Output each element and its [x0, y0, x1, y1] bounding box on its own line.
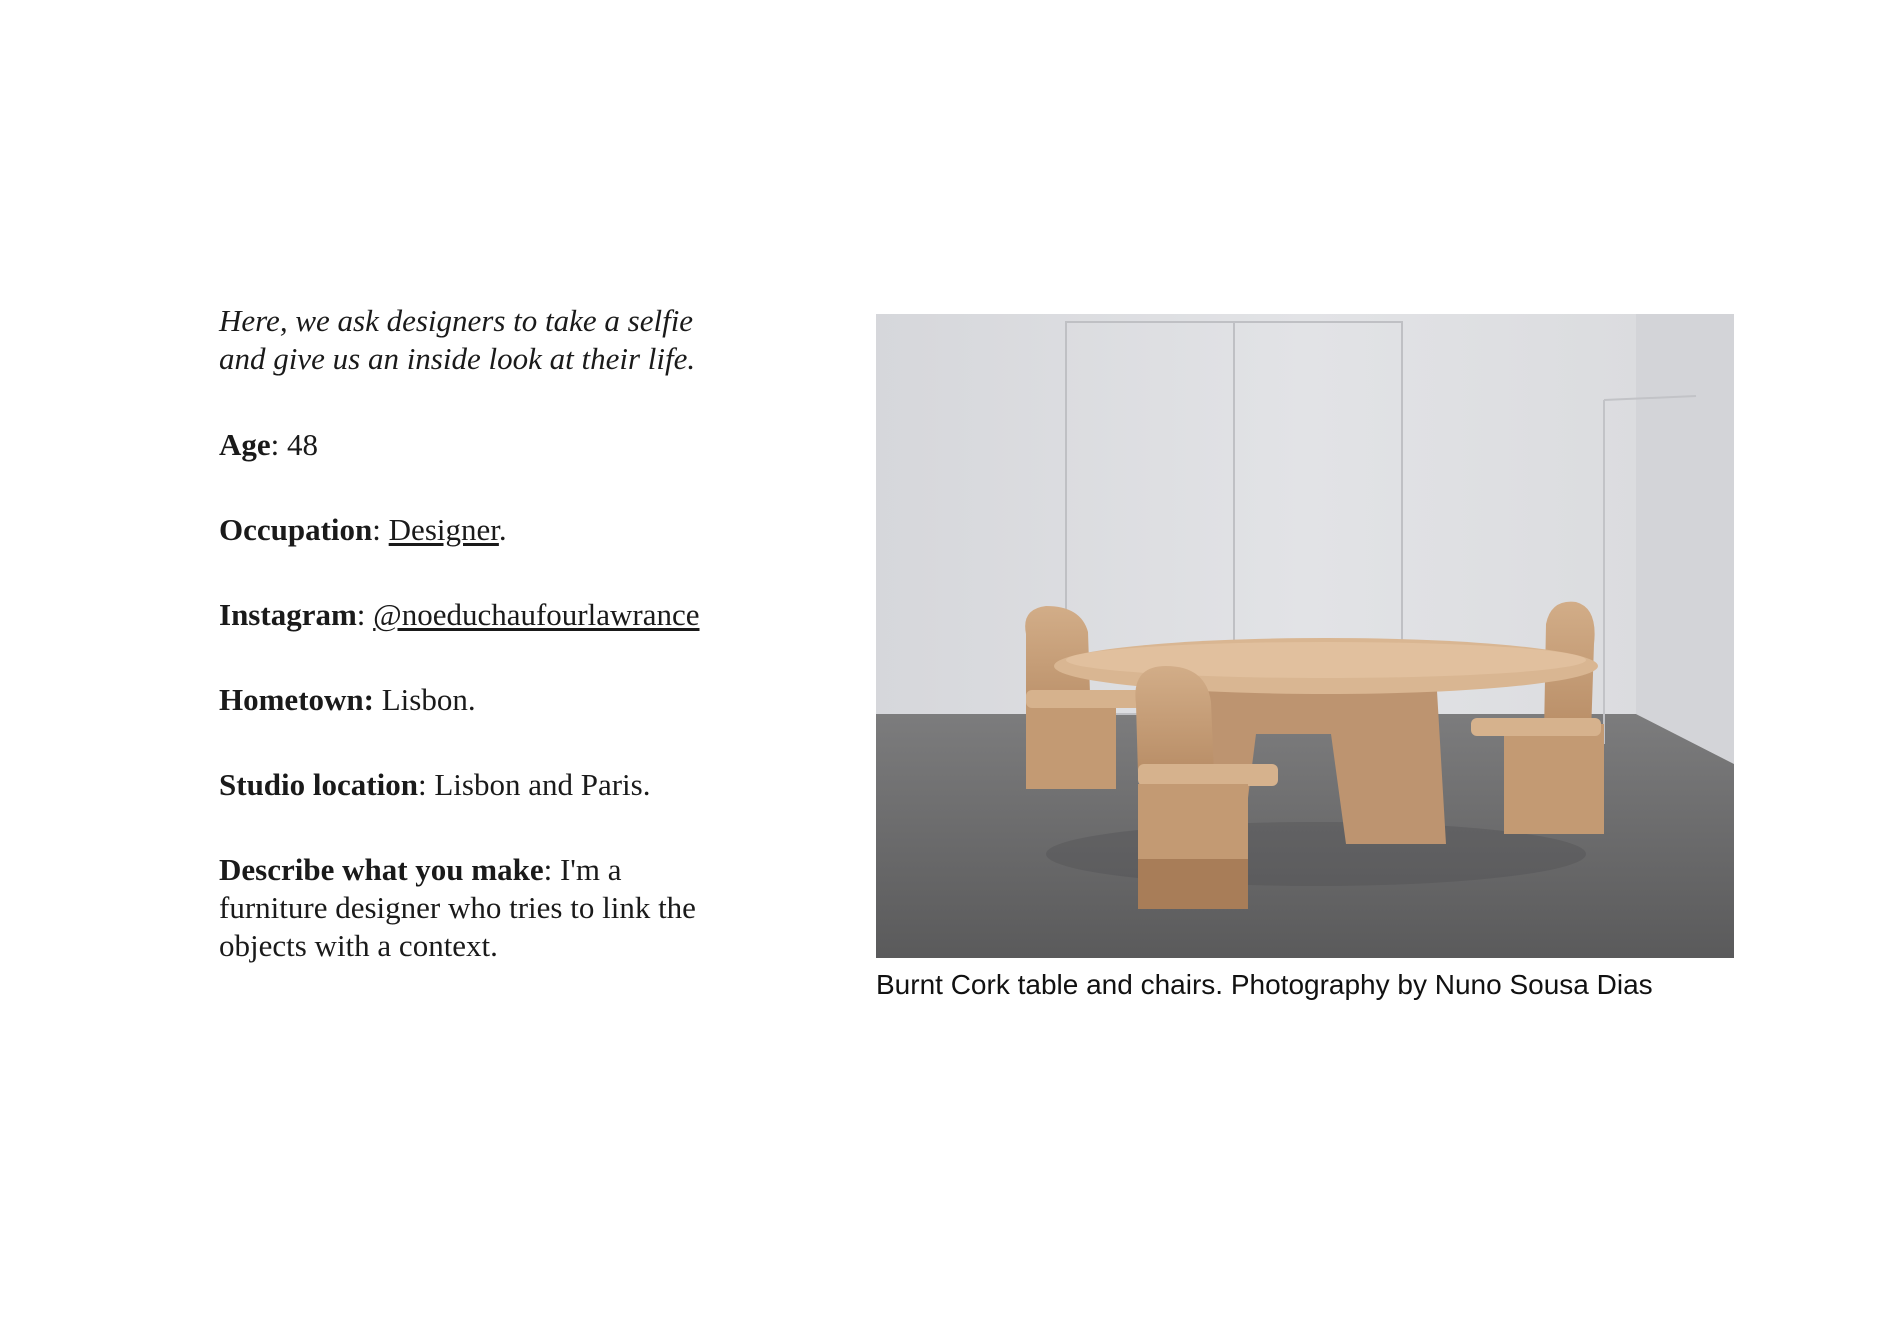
photo-caption: Burnt Cork table and chairs. Photography by Nuno Sousa Dias — [876, 969, 1653, 1000]
intro-text — [219, 302, 759, 378]
studio-location-label: Studio location — [219, 767, 418, 802]
chair-base-right — [1504, 724, 1604, 834]
intro-line-1: Here, we ask designers to take a selfie — [219, 303, 694, 338]
photo-illustration — [876, 314, 1734, 958]
occupation-field: Occupation: Designer. — [219, 512, 507, 547]
age-field: Age: 48 — [219, 427, 319, 462]
instagram-link[interactable]: @noeduchaufourlawrance — [373, 597, 700, 632]
studio-location-field: Studio location: Lisbon and Paris. — [219, 767, 651, 802]
studio-location-value: Lisbon and Paris. — [434, 767, 651, 802]
hometown-value: Lisbon. — [381, 682, 476, 717]
describe-line-3: objects with a context. — [219, 928, 498, 963]
right-wall — [1636, 314, 1734, 764]
chair-base-front-burnt — [1138, 859, 1248, 909]
describe-label: Describe what you make — [219, 852, 544, 887]
occupation-label: Occupation — [219, 512, 373, 547]
occupation-suffix: . — [498, 512, 507, 547]
describe-line-2: furniture designer who tries to link the — [219, 890, 696, 925]
describe-field: Describe what you make: I'm a furniture designer who tries to link the objects with a context. — [219, 852, 696, 963]
instagram-label: Instagram — [219, 597, 357, 632]
hometown-label: Hometown: — [219, 682, 374, 717]
age-value: 48 — [287, 427, 319, 462]
age-label: Age — [219, 427, 271, 462]
profile-text — [219, 302, 759, 1012]
chair-back-front — [1135, 666, 1214, 774]
instagram-field: Instagram: @noeduchaufourlawrance — [219, 597, 700, 632]
chair-seat-front — [1138, 764, 1278, 786]
chair-seat-right — [1471, 718, 1601, 736]
describe-line-1: I'm a — [559, 852, 622, 887]
occupation-link[interactable]: Designer — [388, 512, 499, 547]
hometown-field — [219, 681, 759, 719]
cork-furniture-photo — [876, 314, 1734, 958]
intro-line-2: and give us an inside look at their life. — [219, 341, 696, 376]
chair-base-left — [1026, 694, 1116, 789]
